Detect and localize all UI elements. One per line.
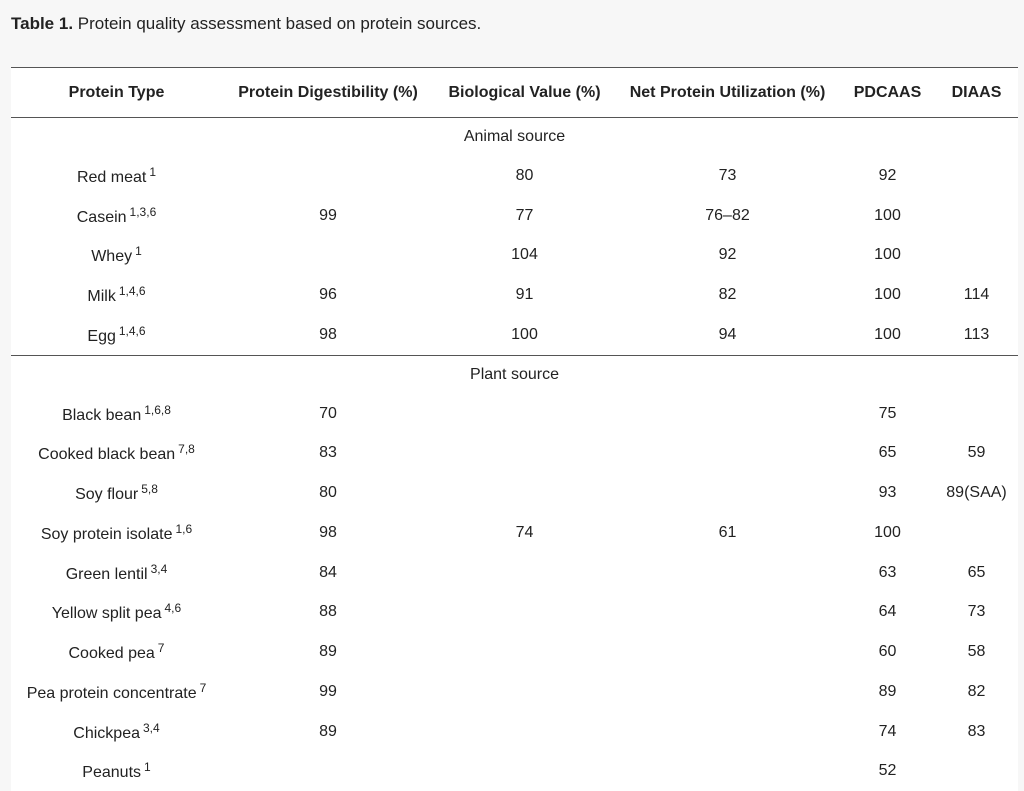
- value-cell: 80: [434, 156, 615, 196]
- section-title: Plant source: [11, 355, 1018, 394]
- value-cell: [615, 394, 840, 434]
- protein-type-cell: [11, 156, 222, 196]
- protein-type-cell: [11, 593, 222, 633]
- value-cell: [434, 553, 615, 593]
- value-cell: 77: [434, 196, 615, 236]
- value-cell: 92: [615, 236, 840, 276]
- table-caption: [11, 14, 481, 34]
- table-row: [11, 394, 1018, 434]
- value-cell: 75: [840, 394, 935, 434]
- value-cell: 52: [840, 752, 935, 791]
- reference-superscript: 1: [144, 760, 151, 774]
- protein-name: Chickpea: [73, 725, 140, 742]
- reference-superscript: 1: [135, 244, 142, 258]
- value-cell: [434, 712, 615, 752]
- reference-superscript: 7: [200, 681, 207, 695]
- value-cell: [434, 593, 615, 633]
- value-cell: 96: [222, 275, 434, 315]
- protein-type-cell: [11, 434, 222, 474]
- value-cell: 70: [222, 394, 434, 434]
- value-cell: 113: [935, 315, 1018, 355]
- protein-name: Soy protein isolate: [41, 526, 173, 543]
- section-title: Animal source: [11, 118, 1018, 157]
- value-cell: 65: [935, 553, 1018, 593]
- reference-superscript: 3,4: [151, 562, 168, 576]
- protein-type-cell: [11, 752, 222, 791]
- value-cell: 98: [222, 315, 434, 355]
- protein-quality-table: [11, 67, 1018, 791]
- value-cell: 80: [222, 473, 434, 513]
- table-row: [11, 553, 1018, 593]
- value-cell: [434, 434, 615, 474]
- value-cell: 89(SAA): [935, 473, 1018, 513]
- header-cell: Protein Digestibility (%): [222, 68, 434, 118]
- table-row: [11, 434, 1018, 474]
- value-cell: [935, 196, 1018, 236]
- protein-type-cell: [11, 513, 222, 553]
- protein-type-cell: [11, 394, 222, 434]
- protein-name: Milk: [87, 288, 115, 305]
- section-row: [11, 355, 1018, 394]
- value-cell: 98: [222, 513, 434, 553]
- value-cell: 73: [935, 593, 1018, 633]
- reference-superscript: 1,3,6: [130, 205, 157, 219]
- protein-name: Yellow split pea: [52, 605, 162, 622]
- value-cell: [615, 752, 840, 791]
- table-row: [11, 632, 1018, 672]
- value-cell: 100: [840, 236, 935, 276]
- value-cell: [615, 712, 840, 752]
- value-cell: 91: [434, 275, 615, 315]
- value-cell: 100: [434, 315, 615, 355]
- value-cell: [222, 156, 434, 196]
- value-cell: [615, 553, 840, 593]
- value-cell: [935, 156, 1018, 196]
- value-cell: 92: [840, 156, 935, 196]
- value-cell: [615, 593, 840, 633]
- value-cell: [434, 394, 615, 434]
- header-cell: Net Protein Utilization (%): [615, 68, 840, 118]
- value-cell: 63: [840, 553, 935, 593]
- table-row: [11, 236, 1018, 276]
- value-cell: 88: [222, 593, 434, 633]
- caption-label: Table 1.: [11, 14, 73, 33]
- table-row: [11, 672, 1018, 712]
- protein-name: Red meat: [77, 169, 146, 186]
- value-cell: 89: [222, 712, 434, 752]
- header-row: [11, 68, 1018, 118]
- reference-superscript: 1,6,8: [144, 403, 171, 417]
- table-row: [11, 315, 1018, 355]
- value-cell: [935, 394, 1018, 434]
- value-cell: 100: [840, 196, 935, 236]
- table-row: [11, 752, 1018, 791]
- protein-name: Peanuts: [82, 764, 141, 781]
- section-row: [11, 118, 1018, 157]
- protein-name: Egg: [87, 328, 115, 345]
- protein-name: Whey: [91, 248, 132, 265]
- value-cell: 99: [222, 672, 434, 712]
- value-cell: [935, 236, 1018, 276]
- value-cell: [615, 473, 840, 513]
- protein-type-cell: [11, 672, 222, 712]
- value-cell: 94: [615, 315, 840, 355]
- value-cell: 104: [434, 236, 615, 276]
- value-cell: 93: [840, 473, 935, 513]
- value-cell: 58: [935, 632, 1018, 672]
- value-cell: 76–82: [615, 196, 840, 236]
- header-cell: Biological Value (%): [434, 68, 615, 118]
- caption-text: Protein quality assessment based on protein sources.: [73, 14, 481, 33]
- value-cell: 100: [840, 315, 935, 355]
- reference-superscript: 7,8: [178, 442, 195, 456]
- reference-superscript: 1,6: [175, 522, 192, 536]
- protein-name: Pea protein concentrate: [27, 685, 197, 702]
- value-cell: 60: [840, 632, 935, 672]
- reference-superscript: 5,8: [141, 482, 158, 496]
- protein-type-cell: [11, 315, 222, 355]
- value-cell: [434, 672, 615, 712]
- header-cell: Protein Type: [11, 68, 222, 118]
- value-cell: 100: [840, 275, 935, 315]
- value-cell: [222, 236, 434, 276]
- value-cell: 99: [222, 196, 434, 236]
- reference-superscript: 1,4,6: [119, 284, 146, 298]
- value-cell: [434, 752, 615, 791]
- protein-type-cell: [11, 275, 222, 315]
- table-row: [11, 156, 1018, 196]
- value-cell: 83: [222, 434, 434, 474]
- reference-superscript: 1: [149, 165, 156, 179]
- table-row: [11, 593, 1018, 633]
- protein-name: Green lentil: [66, 566, 148, 583]
- value-cell: 89: [222, 632, 434, 672]
- table-row: [11, 275, 1018, 315]
- protein-type-cell: [11, 196, 222, 236]
- table-row: [11, 513, 1018, 553]
- protein-name: Casein: [77, 209, 127, 226]
- protein-name: Cooked pea: [69, 645, 155, 662]
- protein-type-cell: [11, 236, 222, 276]
- protein-type-cell: [11, 632, 222, 672]
- header-cell: DIAAS: [935, 68, 1018, 118]
- value-cell: [615, 632, 840, 672]
- table-row: [11, 473, 1018, 513]
- protein-name: Cooked black bean: [38, 446, 175, 463]
- value-cell: [615, 672, 840, 712]
- value-cell: 114: [935, 275, 1018, 315]
- value-cell: 74: [434, 513, 615, 553]
- reference-superscript: 3,4: [143, 721, 160, 735]
- protein-type-cell: [11, 473, 222, 513]
- header-cell: PDCAAS: [840, 68, 935, 118]
- value-cell: 64: [840, 593, 935, 633]
- reference-superscript: 7: [158, 641, 165, 655]
- reference-superscript: 4,6: [165, 601, 182, 615]
- value-cell: 73: [615, 156, 840, 196]
- value-cell: [222, 752, 434, 791]
- value-cell: 84: [222, 553, 434, 593]
- value-cell: 83: [935, 712, 1018, 752]
- value-cell: 65: [840, 434, 935, 474]
- table-row: [11, 712, 1018, 752]
- table-row: [11, 196, 1018, 236]
- value-cell: [434, 632, 615, 672]
- value-cell: 82: [615, 275, 840, 315]
- reference-superscript: 1,4,6: [119, 324, 146, 338]
- value-cell: 89: [840, 672, 935, 712]
- protein-type-cell: [11, 712, 222, 752]
- value-cell: [935, 513, 1018, 553]
- value-cell: [935, 752, 1018, 791]
- value-cell: 74: [840, 712, 935, 752]
- value-cell: [615, 434, 840, 474]
- value-cell: 59: [935, 434, 1018, 474]
- value-cell: 82: [935, 672, 1018, 712]
- value-cell: [434, 473, 615, 513]
- protein-type-cell: [11, 553, 222, 593]
- value-cell: 61: [615, 513, 840, 553]
- value-cell: 100: [840, 513, 935, 553]
- protein-name: Soy flour: [75, 486, 138, 503]
- protein-name: Black bean: [62, 407, 141, 424]
